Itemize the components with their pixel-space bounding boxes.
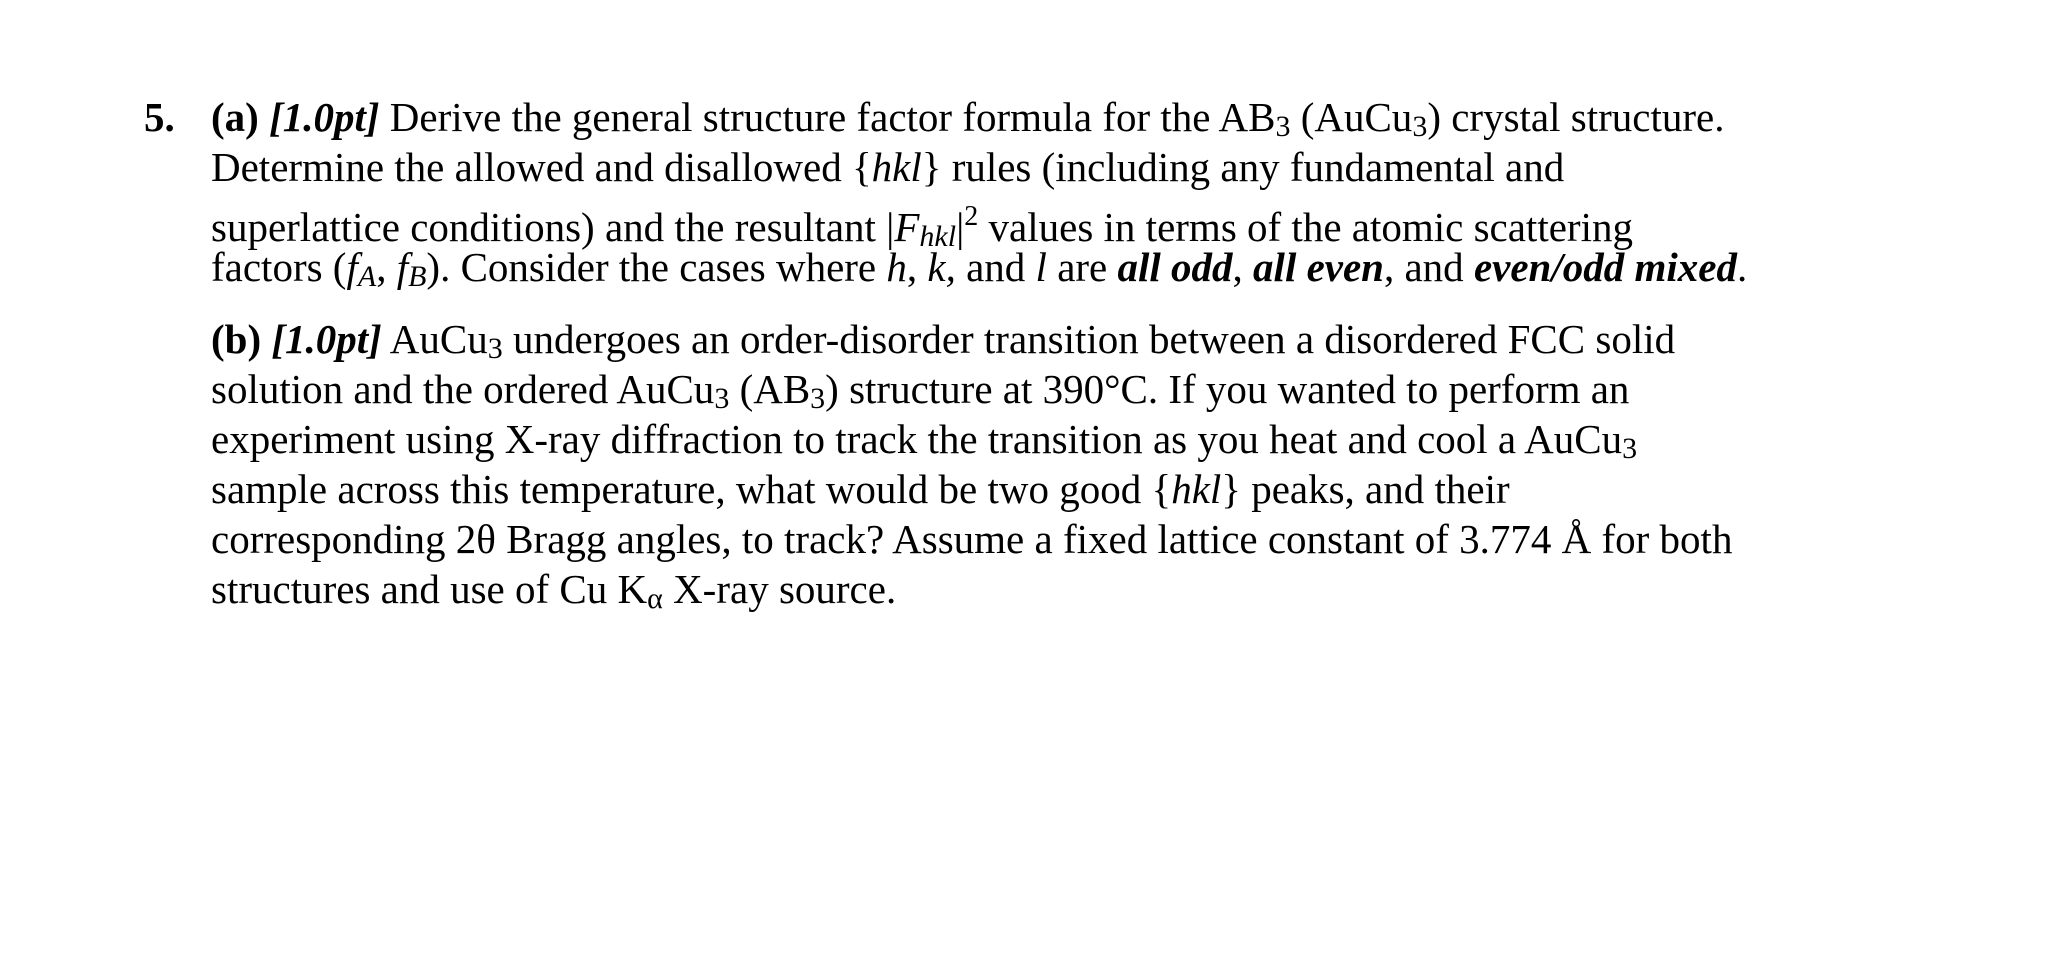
part-b-line-1	[211, 314, 2041, 364]
text-run: ) structure at 390°C. If you wanted to perform an	[825, 366, 1630, 412]
text-run: solution and the ordered AuCu	[211, 366, 715, 412]
text-run: corresponding 2θ Bragg angles, to track? Assume a fixed lattice constant of 3.774 Å for both	[211, 516, 1733, 562]
part-a-line-2	[211, 142, 2041, 192]
part-a-line-1	[211, 92, 2041, 142]
subscript: B	[408, 260, 427, 293]
text-run: factors (	[211, 244, 347, 290]
question-part-b	[211, 314, 2041, 614]
question-part-a	[211, 92, 2041, 292]
question-number: 5.	[144, 94, 175, 140]
text-run: (AB	[729, 366, 811, 412]
subscript: 3	[487, 332, 503, 365]
text-run: Determine the allowed and disallowed {	[211, 144, 872, 190]
part-b-line-5	[211, 514, 2041, 564]
text-run: structures and use of Cu K	[211, 566, 648, 612]
text-run: ,	[1232, 244, 1254, 290]
italic-run: hkl	[1171, 466, 1222, 512]
italic-run: h	[886, 244, 907, 290]
text-run: ) crystal structure.	[1427, 94, 1725, 140]
subscript: A	[357, 260, 377, 293]
subscript: 3	[810, 382, 826, 415]
subscript: 3	[714, 382, 730, 415]
text-run: Derive the general structure factor formula for the AB	[379, 94, 1276, 140]
bold-italic-run: all odd	[1117, 244, 1233, 290]
bold-italic-run: even/odd mixed	[1473, 244, 1737, 290]
text-run: and	[955, 244, 1036, 290]
text-run: } peaks, and their	[1221, 466, 1510, 512]
text-run: } rules (including any fundamental and	[921, 144, 1565, 190]
superscript: 2	[964, 201, 979, 232]
italic-run: F	[894, 204, 920, 250]
bold-italic-run: all even	[1253, 244, 1384, 290]
text-run: ,	[376, 244, 397, 290]
part-b-line-4	[211, 464, 2041, 514]
part-b-line-6	[211, 564, 2041, 614]
text-run: X-ray source.	[662, 566, 897, 612]
text-run: superlattice conditions) and the resultant |	[211, 204, 895, 250]
subscript: 3	[1412, 110, 1428, 143]
text-run: AuCu	[381, 316, 488, 362]
text-run: sample across this temperature, what would be two good {	[211, 466, 1172, 512]
text-run: undergoes an order-disorder transition between a disordered FCC solid	[502, 316, 1676, 362]
subscript: 3	[1622, 432, 1638, 465]
italic-run: l	[1035, 244, 1047, 290]
text-run: ). Consider the cases where	[426, 244, 887, 290]
italic-run: hkl	[871, 144, 922, 190]
text-run: .	[1736, 244, 1748, 290]
part-a-points: [1.0pt]	[269, 94, 380, 140]
part-b-line-2	[211, 364, 2041, 414]
part-a-line-3	[211, 192, 2041, 253]
subscript: hkl	[919, 220, 957, 253]
part-b-line-3	[211, 414, 2041, 464]
part-a-line-4	[211, 242, 2041, 292]
part-b-label: (b)	[211, 316, 262, 362]
text-run: ,	[906, 244, 928, 290]
italic-run: f	[346, 244, 358, 290]
italic-run: f	[396, 244, 409, 290]
text-run: |	[956, 204, 965, 250]
text-run: values in terms of the atomic scattering	[978, 204, 1633, 250]
subscript: α	[647, 582, 663, 615]
italic-run: k,	[927, 244, 956, 290]
text-run: (AuCu	[1290, 94, 1413, 140]
part-b-points: [1.0pt]	[271, 316, 382, 362]
part-a-label: (a)	[211, 94, 259, 140]
subscript: 3	[1275, 110, 1291, 143]
text-run: are	[1046, 244, 1118, 290]
text-run: experiment using X-ray diffraction to track the transition as you heat and cool a AuCu	[211, 416, 1623, 462]
text-run: , and	[1383, 244, 1474, 290]
